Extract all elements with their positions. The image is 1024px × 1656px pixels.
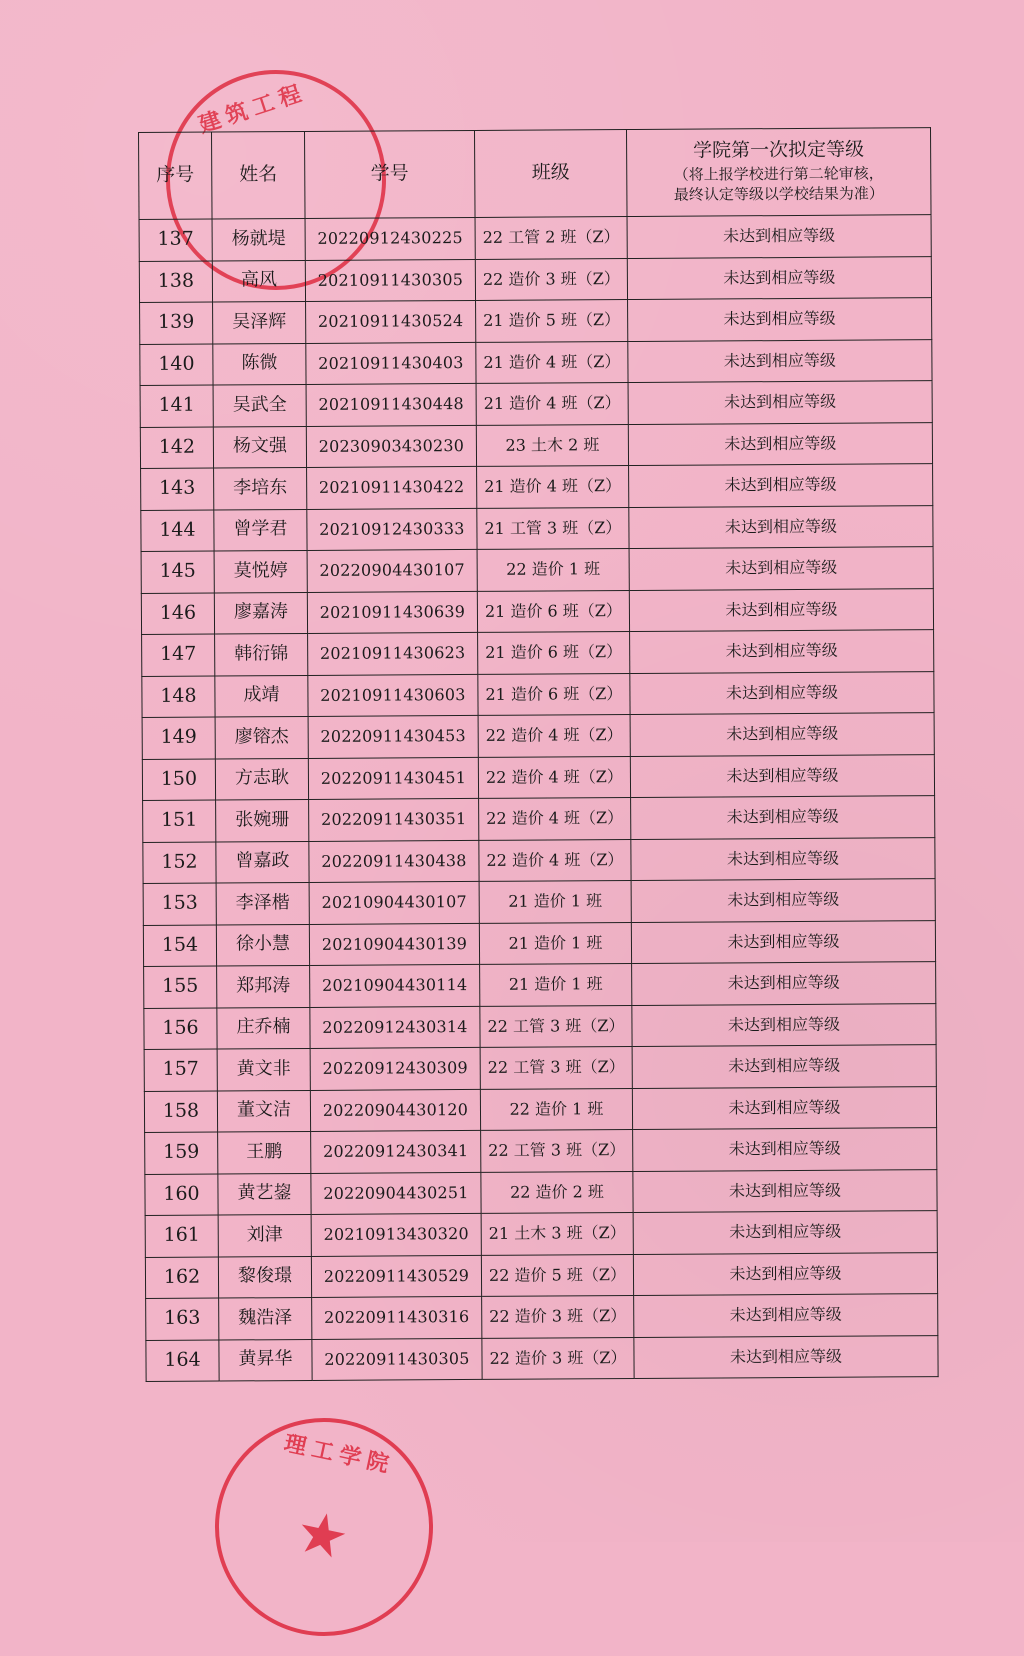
cell-student-id: 20210913430320 [311,1213,481,1256]
table-row [141,547,933,593]
cell-index: 152 [143,842,216,884]
header-student-id: 学号 [304,130,475,218]
header-level-main: 学院第一次拟定等级 [693,138,865,162]
table-row [140,422,932,468]
cell-level: 未达到相应等级 [627,256,931,299]
cell-level: 未达到相应等级 [630,754,934,797]
cell-student-id: 20210911430603 [308,674,478,717]
cell-class: 22 造价 4 班（Z） [478,756,630,798]
star-icon: ★ [289,1496,355,1574]
cell-student-id: 20220911430305 [312,1338,482,1381]
header-name: 姓名 [212,131,306,219]
cell-name: 庄乔楠 [217,1007,310,1049]
cell-name: 廖嘉涛 [214,592,307,634]
cell-level: 未达到相应等级 [632,1045,936,1088]
top-seal-text: 建筑工程 [195,79,311,139]
cell-student-id: 20220904430120 [310,1089,480,1132]
cell-level: 未达到相应等级 [630,671,934,714]
table-row [143,796,935,842]
table-row [145,1169,937,1215]
cell-level: 未达到相应等级 [632,1086,936,1129]
cell-class: 22 造价 3 班（Z） [482,1295,634,1337]
cell-student-id: 20210904430114 [310,964,480,1007]
table-row [141,505,933,551]
cell-student-id: 20210911430623 [308,632,478,675]
cell-name: 陈微 [213,343,306,385]
table-body [139,215,938,1382]
cell-class: 21 造价 1 班 [479,922,631,964]
cell-name: 吴武全 [213,384,306,426]
header-level [626,128,931,217]
cell-student-id: 20210911430403 [306,342,476,385]
cell-class: 22 工管 2 班（Z） [475,217,627,259]
cell-level: 未达到相应等级 [633,1252,937,1295]
cell-level: 未达到相应等级 [634,1335,938,1378]
cell-class: 21 造价 5 班（Z） [476,300,628,342]
cell-student-id: 20210911430422 [307,466,477,509]
cell-index: 142 [140,427,213,469]
cell-name: 韩衍锦 [215,633,308,675]
cell-class: 21 土木 3 班（Z） [481,1212,633,1254]
cell-level: 未达到相应等级 [631,879,935,922]
cell-level: 未达到相应等级 [627,215,931,258]
cell-student-id: 20220911430529 [311,1255,481,1298]
cell-student-id: 20220911430438 [309,840,479,883]
cell-index: 147 [142,634,215,676]
cell-index: 148 [142,676,215,718]
cell-index: 149 [142,717,215,759]
cell-name: 魏浩泽 [219,1297,312,1339]
cell-level: 未达到相应等级 [629,505,933,548]
table-row [146,1294,938,1340]
cell-index: 143 [141,468,214,510]
cell-class: 22 造价 3 班（Z） [475,258,627,300]
cell-index: 138 [139,261,212,303]
cell-name: 高风 [212,260,305,302]
cell-level: 未达到相应等级 [634,1294,938,1337]
cell-index: 161 [145,1215,218,1257]
cell-level: 未达到相应等级 [633,1169,937,1212]
cell-student-id: 20220911430316 [312,1296,482,1339]
cell-class: 21 造价 6 班（Z） [478,632,630,674]
cell-index: 153 [143,883,216,925]
cell-index: 154 [143,925,216,967]
table-row [144,1045,936,1091]
student-level-table [138,127,939,1382]
header-index: 序号 [139,132,213,219]
header-level-note-line1: （将上报学校进行第二轮审核， [673,164,884,184]
cell-class: 22 造价 4 班（Z） [479,798,631,840]
cell-index: 151 [143,800,216,842]
header-class: 班级 [474,130,627,218]
table-row [142,671,934,717]
cell-student-id: 20230903430230 [306,425,476,468]
cell-index: 141 [140,385,213,427]
table-row [146,1335,938,1381]
cell-class: 22 造价 1 班 [477,549,629,591]
cell-class: 22 造价 4 班（Z） [479,839,631,881]
cell-level: 未达到相应等级 [628,298,932,341]
cell-class: 22 造价 1 班 [480,1088,632,1130]
table-row [142,754,934,800]
cell-class: 22 工管 3 班（Z） [480,1005,632,1047]
cell-name: 李培东 [214,467,307,509]
cell-index: 150 [142,759,215,801]
table-row [143,837,935,883]
cell-student-id: 20210904430139 [309,923,479,966]
cell-name: 廖镕杰 [215,716,308,758]
cell-name: 莫悦婷 [214,550,307,592]
cell-level: 未达到相应等级 [629,588,933,631]
cell-name: 黄艺鋆 [218,1173,311,1215]
cell-index: 156 [144,1008,217,1050]
table-row [139,215,931,261]
header-level-note-line2: 最终认定等级以学校结果为准） [673,184,884,204]
cell-name: 郑邦涛 [217,965,310,1007]
cell-name: 黎俊璟 [218,1256,311,1298]
cell-level: 未达到相应等级 [628,339,932,382]
cell-level: 未达到相应等级 [628,422,932,465]
cell-student-id: 20210911430524 [306,300,476,343]
cell-student-id: 20210911430305 [305,259,475,302]
cell-index: 158 [144,1091,217,1133]
cell-student-id: 20220912430341 [311,1130,481,1173]
cell-index: 145 [141,551,214,593]
cell-student-id: 20220911430351 [309,798,479,841]
cell-level: 未达到相应等级 [632,962,936,1005]
cell-level: 未达到相应等级 [631,796,935,839]
cell-student-id: 20210912430333 [307,508,477,551]
cell-class: 21 造价 4 班（Z） [477,466,629,508]
cell-name: 王鹏 [218,1131,311,1173]
cell-class: 21 造价 6 班（Z） [478,673,630,715]
cell-class: 21 工管 3 班（Z） [477,507,629,549]
cell-level: 未达到相应等级 [632,1003,936,1046]
cell-class: 22 造价 5 班（Z） [481,1254,633,1296]
table-row [142,713,934,759]
cell-index: 163 [146,1298,219,1340]
table-row [144,1003,936,1049]
cell-level: 未达到相应等级 [631,920,935,963]
cell-index: 146 [141,593,214,635]
cell-student-id: 20210911430448 [306,383,476,426]
cell-name: 李泽楷 [216,882,309,924]
cell-index: 137 [139,219,212,261]
cell-index: 157 [144,1049,217,1091]
cell-name: 杨就堤 [212,218,305,260]
cell-class: 22 造价 2 班 [481,1171,633,1213]
bottom-seal-text: 理工学院 [281,1430,397,1479]
cell-class: 22 造价 3 班（Z） [482,1337,634,1379]
cell-student-id: 20220904430107 [307,549,477,592]
cell-student-id: 20220904430251 [311,1172,481,1215]
cell-level: 未达到相应等级 [629,464,933,507]
cell-index: 160 [145,1174,218,1216]
cell-index: 140 [140,344,213,386]
cell-name: 杨文强 [213,426,306,468]
cell-name: 董文洁 [217,1090,310,1132]
table-row [145,1128,937,1174]
cell-index: 159 [145,1132,218,1174]
cell-name: 张婉珊 [216,799,309,841]
cell-level: 未达到相应等级 [633,1211,937,1254]
cell-student-id: 20220911430453 [308,715,478,758]
cell-index: 144 [141,510,214,552]
cell-level: 未达到相应等级 [630,630,934,673]
table-header [139,128,932,220]
cell-class: 22 工管 3 班（Z） [480,1046,632,1088]
cell-level: 未达到相应等级 [629,547,933,590]
cell-index: 162 [145,1257,218,1299]
student-level-table-wrap [138,127,938,1382]
cell-class: 22 造价 4 班（Z） [478,715,630,757]
table-row [141,464,933,510]
table-row [139,256,931,302]
cell-index: 164 [146,1340,219,1382]
table-row [143,920,935,966]
table-row [140,298,932,344]
cell-name: 曾嘉政 [216,841,309,883]
cell-class: 21 造价 4 班（Z） [476,383,628,425]
cell-student-id: 20210904430107 [309,881,479,924]
table-row [145,1211,937,1257]
cell-student-id: 20220911430451 [308,757,478,800]
cell-level: 未达到相应等级 [628,381,932,424]
cell-level: 未达到相应等级 [630,713,934,756]
cell-class: 22 工管 3 班（Z） [481,1129,633,1171]
cell-name: 成靖 [215,675,308,717]
cell-name: 刘津 [218,1214,311,1256]
table-row [140,339,932,385]
cell-name: 吴泽辉 [213,301,306,343]
table-row [144,962,936,1008]
cell-class: 23 土木 2 班 [476,424,628,466]
cell-level: 未达到相应等级 [631,837,935,880]
cell-index: 155 [144,966,217,1008]
bottom-seal [195,1398,454,1656]
table-row [144,1086,936,1132]
cell-name: 黄昇华 [219,1339,312,1381]
cell-name: 徐小慧 [216,924,309,966]
table-row [143,879,935,925]
header-row [139,128,932,220]
table-row [142,630,934,676]
cell-index: 139 [140,302,213,344]
cell-level: 未达到相应等级 [633,1128,937,1171]
cell-student-id: 20220912430225 [305,217,475,260]
cell-name: 黄文非 [217,1048,310,1090]
cell-name: 方志耿 [215,758,308,800]
table-row [140,381,932,427]
cell-student-id: 20220912430309 [310,1047,480,1090]
cell-class: 21 造价 6 班（Z） [477,590,629,632]
cell-student-id: 20210911430639 [307,591,477,634]
table-row [145,1252,937,1298]
cell-class: 21 造价 1 班 [480,964,632,1006]
cell-class: 21 造价 1 班 [479,881,631,923]
cell-class: 21 造价 4 班（Z） [476,341,628,383]
cell-student-id: 20220912430314 [310,1006,480,1049]
table-row [141,588,933,634]
cell-name: 曾学君 [214,509,307,551]
